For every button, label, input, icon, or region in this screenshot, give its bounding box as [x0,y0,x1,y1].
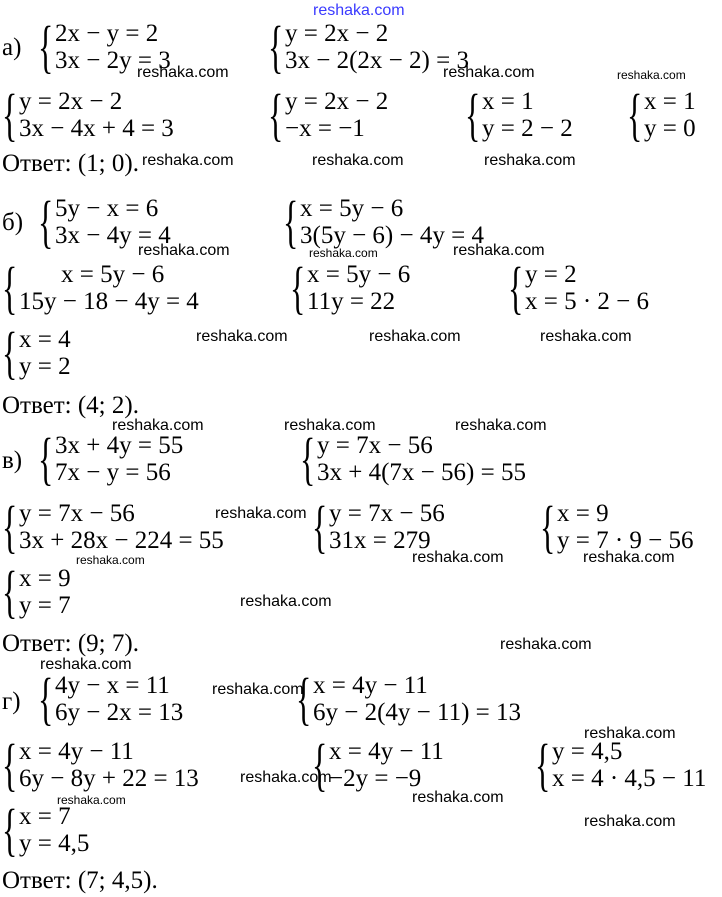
equation-system [627,82,696,147]
brace-icon: { [268,82,284,147]
equation: x = 4 [19,326,71,353]
equation: x = 1 [644,88,696,115]
equation: x = 4y − 11 [313,672,428,699]
brace-icon: { [268,14,284,79]
equation-system [38,426,184,491]
answer: Ответ: (7; 4,5). [2,867,158,894]
watermark: reshaka.com [142,152,234,169]
watermark: reshaka.com [369,328,461,345]
watermark: reshaka.com [540,328,632,345]
watermark: reshaka.com [112,417,204,434]
equation-system [2,255,199,320]
equation-system [2,732,199,797]
watermark: reshaka.com [57,793,126,807]
brace-icon: { [283,189,299,254]
equation: y = 4,5 [19,830,90,857]
brace-icon: { [540,494,556,559]
watermark: reshaka.com [196,328,288,345]
equation: x = 4 · 4,5 − 11 [552,765,707,792]
watermark: reshaka.com [443,64,535,81]
equation: y = 2x − 2 [19,88,123,115]
equation: y = 7x − 56 [329,500,445,527]
equation: 31x = 279 [329,527,431,554]
equation-system [2,320,71,385]
equation: 3x + 4(7x − 56) = 55 [317,459,526,486]
equation-system [2,559,71,624]
equation: x = 9 [557,500,609,527]
watermark: reshaka.com [309,246,378,260]
brace-icon: { [2,732,18,797]
watermark: reshaka.com [584,725,676,742]
brace-icon: { [2,320,18,385]
watermark: reshaka.com [455,417,547,434]
equation: 3x − 4x + 4 = 3 [19,115,174,142]
brace-icon: { [2,255,18,320]
equation-system [2,494,224,559]
equation: 6y − 2(4y − 11) = 13 [313,699,522,726]
equation: y = 0 [644,115,696,142]
part-label-b: б) [2,209,24,236]
equation: x = 5y − 6 [61,261,165,288]
brace-icon: { [2,494,18,559]
watermark: reshaka.com [617,68,686,82]
equation: x = 4y − 11 [19,738,134,765]
watermark: reshaka.com [312,152,404,169]
brace-icon: { [2,82,18,147]
equation: y = 7x − 56 [19,500,135,527]
equation: x = 1 [482,88,534,115]
brace-icon: { [627,82,643,147]
equation: x = 5y − 6 [307,261,411,288]
equation: 2x − y = 2 [55,20,159,47]
equation-system [312,494,445,559]
equation: x = 5 · 2 − 6 [525,288,650,315]
watermark: reshaka.com [500,636,592,653]
brace-icon: { [465,82,481,147]
equation-system [508,255,650,320]
equation-system [300,426,526,491]
watermark: reshaka.com [215,505,307,522]
brace-icon: { [38,666,54,731]
equation: y = 7 · 9 − 56 [557,527,694,554]
equation: 3x − 4y = 4 [55,222,171,249]
equation-system [2,797,90,862]
brace-icon: { [2,797,18,862]
brace-icon: { [300,426,316,491]
equation: 3x − 2(2x − 2) = 3 [285,47,469,74]
equation: 3x + 4y = 55 [55,432,184,459]
brace-icon: { [38,426,54,491]
equation: 7x − y = 56 [55,459,171,486]
brace-icon: { [38,189,54,254]
brace-icon: { [290,255,306,320]
equation: y = 2x − 2 [285,20,389,47]
watermark: reshaka.com [212,681,304,698]
equation: y = 2 − 2 [482,115,573,142]
equation-system [2,82,174,147]
equation: y = 7 [19,592,71,619]
equation-system [465,82,573,147]
equation: x = 7 [19,803,71,830]
equation-system [296,666,522,731]
equation: y = 2x − 2 [285,88,389,115]
watermark: reshaka.com [584,813,676,830]
watermark: reshaka.com [284,417,376,434]
equation-system [38,666,184,731]
watermark: reshaka.com [313,2,405,19]
equation: 6y − 8y + 22 = 13 [19,765,199,792]
equation: y = 2 [19,353,71,380]
equation: 3(5y − 6) − 4y = 4 [300,222,484,249]
equation: y = 4,5 [552,738,623,765]
equation: 3x + 28x − 224 = 55 [19,527,224,554]
equation: 5y − x = 6 [55,195,159,222]
brace-icon: { [38,14,54,79]
watermark: reshaka.com [240,593,332,610]
equation-system [268,82,389,147]
watermark: reshaka.com [240,769,332,786]
equation-system [268,14,469,79]
equation: x = 4y − 11 [329,738,444,765]
watermark: reshaka.com [484,152,576,169]
brace-icon: { [312,494,328,559]
answer: Ответ: (4; 2). [2,392,139,419]
equation: x = 5y − 6 [300,195,404,222]
equation: y = 2 [525,261,577,288]
equation: 15y − 18 − 4y = 4 [19,288,199,315]
watermark: reshaka.com [138,242,230,259]
equation: 11y = 22 [307,288,396,315]
watermark: reshaka.com [137,64,229,81]
watermark: reshaka.com [583,549,675,566]
watermark: reshaka.com [453,242,545,259]
watermark: reshaka.com [76,553,145,567]
equation-system [38,189,171,254]
answer: Ответ: (9; 7). [2,630,139,657]
equation-system [312,732,444,797]
equation: 6y − 2x = 13 [55,699,184,726]
equation: −2y = −9 [329,765,422,792]
answer: Ответ: (1; 0). [2,150,139,177]
brace-icon: { [2,559,18,624]
part-label-d: г) [2,688,21,715]
part-label-a: а) [2,34,22,61]
watermark: reshaka.com [412,789,504,806]
equation: −x = −1 [285,115,365,142]
brace-icon: { [296,666,312,731]
brace-icon: { [312,732,328,797]
watermark: reshaka.com [40,656,132,673]
watermark: reshaka.com [412,549,504,566]
brace-icon: { [508,255,524,320]
brace-icon: { [535,732,551,797]
part-label-c: в) [2,447,23,474]
equation: x = 9 [19,565,71,592]
equation: 3x − 2y = 3 [55,47,171,74]
equation: y = 7x − 56 [317,432,433,459]
equation: 4y − x = 11 [55,672,170,699]
equation-system [290,255,411,320]
